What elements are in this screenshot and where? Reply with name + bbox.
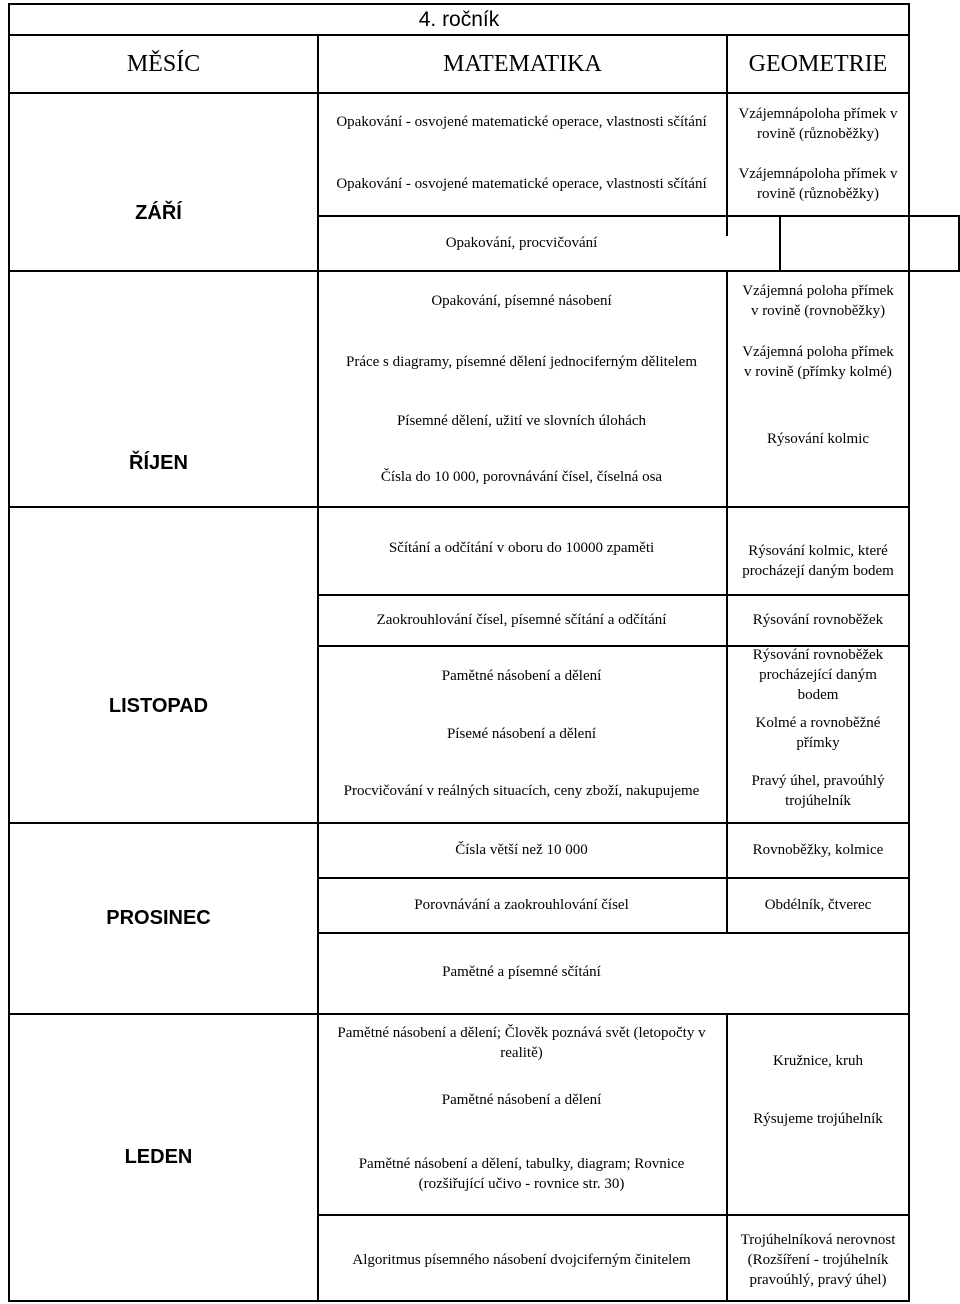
geometry-topic: Rýsujeme trojúhelník: [753, 1111, 883, 1127]
table-border: [779, 215, 781, 272]
table-border: [317, 594, 910, 596]
math-topic: Opakování - osvojené matematické operace, vlastnosti sčítání: [336, 114, 707, 130]
table-border: [726, 1013, 728, 1302]
geometry-topic: Pravý úhel, pravoúhlý trojúhelník: [751, 773, 885, 809]
geometry-topic: Rýsování rovnoběžek: [752, 612, 884, 628]
geometry-topic: Trojúhelníková nerovnost (Rozšíření - trojúhelník pravoúhlý, pravý úhel): [740, 1232, 896, 1288]
month-rijen: ŘÍJEN: [129, 452, 188, 474]
geometry-topic: Vzájemná poloha přímek v rovině (rovnoběžky): [742, 283, 894, 319]
math-topic: Pamětné násobení a dělení, tabulky, diagram; Rovnice (rozšiřující učivo - rovnice str. 30): [358, 1156, 685, 1192]
math-topic: Porovnávání a zaokrouhlování čísel: [414, 897, 629, 913]
header-geometry: GEOMETRIE: [748, 51, 888, 77]
math-topic: Opakování, písemné násobení: [431, 293, 612, 309]
math-topic: Pamětné násobení a dělení: [441, 668, 602, 684]
geometry-topic: Rýsování kolmic, které procházejí daným bodem: [742, 543, 894, 579]
math-topic: Pamětné násobení a dělení: [441, 1092, 602, 1108]
table-border: [8, 1013, 910, 1015]
month-listopad: LISTOPAD: [108, 695, 209, 717]
math-topic: Pamětné násobení a dělení; Člověk poznává svět (letopočty v realitě): [337, 1025, 706, 1061]
table-border: [8, 1300, 910, 1302]
table-border: [317, 215, 960, 217]
geometry-topic: Rovnoběžky, kolmice: [752, 842, 884, 858]
math-topic: Procvičování v reálných situacích, ceny zboží, nakupujeme: [343, 783, 700, 799]
math-topic: Píseмé násobení a dělení: [446, 726, 597, 742]
header-math: MATEMATIKA: [443, 51, 602, 77]
geometry-topic: Rýsování kolmic: [766, 431, 870, 447]
math-topic: Algoritmus písemného násobení dvojciferným činitelem: [352, 1252, 691, 1268]
table-border: [317, 932, 910, 934]
table-border: [317, 1214, 910, 1216]
math-topic: Čísla větší než 10 000: [455, 842, 588, 858]
table-border: [8, 822, 910, 824]
header-month: MĚSÍC: [126, 51, 201, 77]
table-border: [8, 506, 910, 508]
month-zari: ZÁŘÍ: [135, 202, 182, 224]
geometry-topic: Kolmé a rovnoběžné přímky: [755, 715, 881, 751]
table-border: [317, 34, 319, 1302]
geometry-topic: Kružnice, kruh: [773, 1053, 863, 1069]
table-border: [8, 270, 319, 272]
grade-title: 4. ročník: [418, 8, 500, 31]
geometry-topic: Vzájemnápoloha přímek v rovině (různoběžky): [738, 166, 898, 202]
math-topic: Sčítání a odčítání v oboru do 10000 zpaměti: [388, 540, 655, 556]
table-border: [908, 3, 910, 1302]
math-topic: Písemné dělení, užití ve slovních úlohách: [396, 413, 647, 429]
geometry-topic: Vzájemnápoloha přímek v rovině (různoběžky): [738, 106, 898, 142]
month-prosinec: PROSINEC: [106, 907, 211, 929]
geometry-topic: Obdélník, čtverec: [764, 897, 872, 913]
math-topic: Opakování - osvojené matematické operace, vlastnosti sčítání: [336, 176, 707, 192]
table-border: [726, 270, 728, 932]
math-topic: Pamětné a písemné sčítání: [442, 964, 601, 980]
math-topic: Práce s diagramy, písemné dělení jednociferným dělitelem: [346, 354, 697, 370]
geometry-topic: Rýsování rovnoběžek procházející daným bodem: [752, 647, 884, 703]
math-topic: Opakování, procvičování: [445, 235, 598, 251]
math-topic: Čísla do 10 000, porovnávání čísel, číselná osa: [380, 469, 663, 485]
math-topic: Zaokrouhlování čísel, písemné sčítání a odčítání: [376, 612, 667, 628]
geometry-topic: Vzájemná poloha přímek v rovině (přímky kolmé): [742, 344, 894, 380]
table-border: [317, 877, 910, 879]
month-leden: LEDEN: [124, 1146, 193, 1168]
